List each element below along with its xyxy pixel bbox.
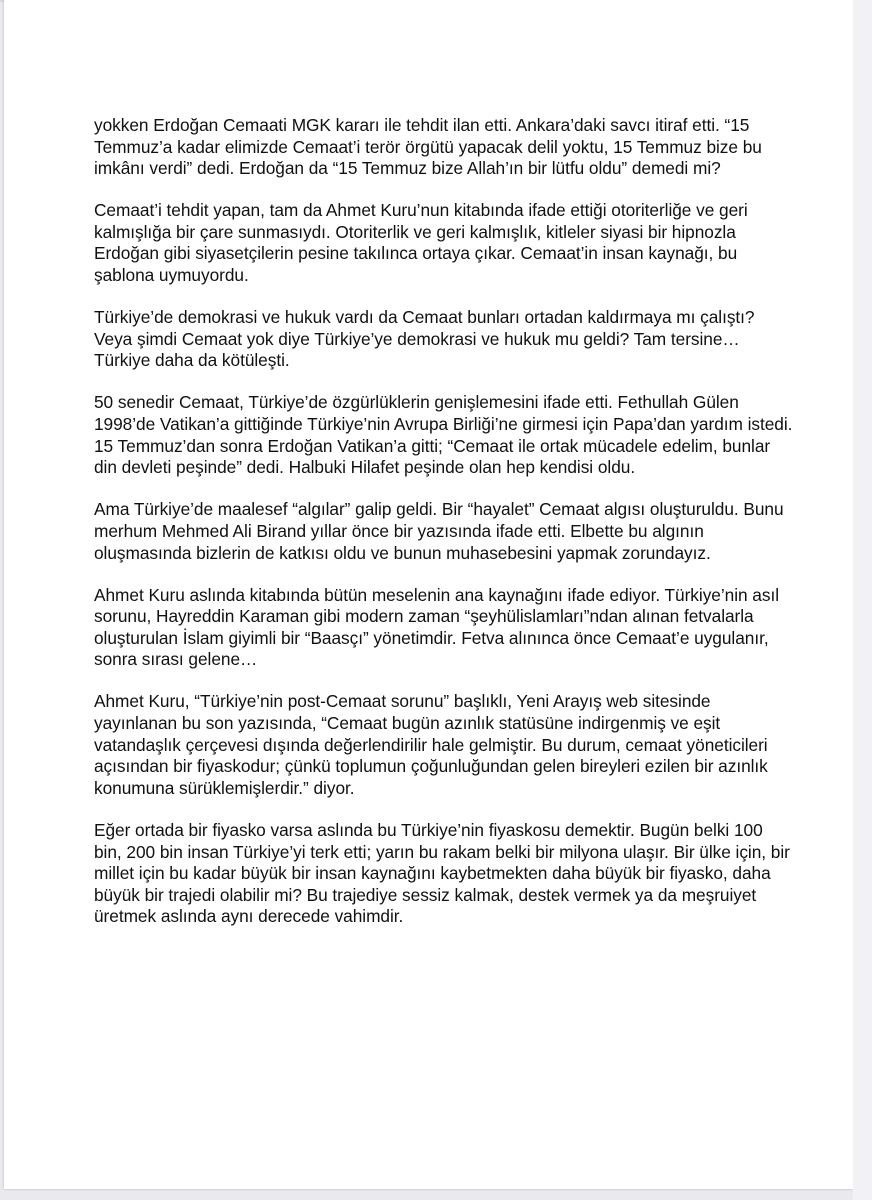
document-body — [94, 115, 794, 948]
paragraph-4: 50 senedir Cemaat, Türkiye’de özgürlüklerin genişlemesini ifade etti. Fethullah Gülen 1998’de Vatikan’a gittiğinde Türkiye’nin Avrupa Birliği’ne girmesi için Papa’dan yardım istedi. 15 Temmuz’dan sonra Erdoğan Vatikan’a gitti; “Cemaat ile ortak mücadele edelim, bunlar din devleti peşinde” dedi. Halbuki Hilafet peşinde olan hep kendisi oldu. — [94, 392, 793, 478]
paragraph-3: Türkiye’de demokrasi ve hukuk vardı da Cemaat bunları ortadan kaldırmaya mı çalıştı? Veya şimdi Cemaat yok diye Türkiye’ye demokrasi ve hukuk mu geldi? Tam tersine… Türkiye daha da kötüleşti. — [94, 307, 755, 371]
paragraph-7: Ahmet Kuru, “Türkiye’nin post-Cemaat sorunu” başlıklı, Yeni Arayış web sitesinde yayınlanan bu son yazısında, “Cemaat bugün azınlık statüsüne indirgenmiş ve eşit vatandaşlık çerçevesi dışında değerlendirilir hale gelmiştir. Bu durum, cemaat yöneticileri açısından bir fiyaskodur; çünkü toplumun çoğunluğundan gelen bireyleri ezilen bir azınlık konumuna sürüklemişlerdir.” diyor. — [94, 691, 768, 798]
document-page — [4, 0, 853, 1189]
paragraph-2: Cemaat’i tehdit yapan, tam da Ahmet Kuru’nun kitabında ifade ettiği otoriterliğe ve geri kalmışlığa bir çare sunmasıydı. Otoriterlik ve geri kalmışlık, kitleler siyasi bir hipnozla Erdoğan gibi siyasetçilerin pesine takılınca ortaya çıkar. Cemaat’in insan kaynağı, bu şablona uymuyordu. — [94, 200, 748, 286]
paragraph-1: yokken Erdoğan Cemaati MGK kararı ile tehdit ilan etti. Ankara’daki savcı itiraf etti. “15 Temmuz’a kadar elimizde Cemaat’i terör örgütü yapacak delil yoktu, 15 Temmuz bize bu imkânı verdi” dedi. Erdoğan da “15 Temmuz bize Allah’ın bir lütfu oldu” demedi mi? — [94, 115, 762, 179]
paragraph-5: Ama Türkiye’de maalesef “algılar” galip geldi. Bir “hayalet” Cemaat algısı oluşturuldu. Bunu merhum Mehmed Ali Birand yıllar önce bir yazısında ifade etti. Elbette bu algının oluşmasında bizlerin de katkısı oldu ve bunun muhasebesini yapmak zorundayız. — [94, 499, 784, 563]
scrollbar-track[interactable] — [853, 0, 872, 1200]
paragraph-6: Ahmet Kuru aslında kitabında bütün meselenin ana kaynağını ifade ediyor. Türkiye’nin asıl sorunu, Hayreddin Karaman gibi modern zaman “şeyhülislamları”ndan alınan fetvalarla oluşturulan İslam giyimli bir “Baasçı” yönetimdir. Fetva alınınca önce Cemaat’e uygulanır, sonra sırası gelene… — [94, 584, 779, 670]
paragraph-8: Eğer ortada bir fiyasko varsa aslında bu Türkiye’nin fiyaskosu demektir. Bugün belki 100 bin, 200 bin insan Türkiye’yi terk etti; yarın bu rakam belki bir milyona ulaşır. Bir ülke için, bir millet için bu kadar büyük bir insan kaynağını kaybetmekten daha büyük bir fiyasko, daha büyük bir trajedi olabilir mi? Bu trajediye sessiz kalmak, destek vermek ya da meşruiyet üretmek aslında aynı derecede vahimdir. — [94, 819, 790, 927]
